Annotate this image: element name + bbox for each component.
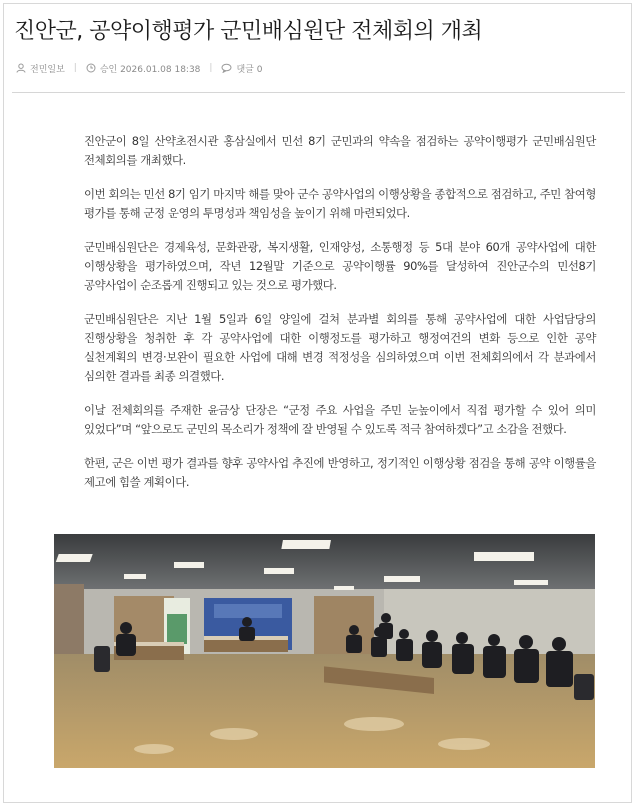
user-icon [16, 63, 26, 73]
article-title: 진안군, 공약이행평가 군민배심원단 전체회의 개최 [14, 19, 483, 44]
article-paragraph: 이날 전체회의를 주재한 윤금상 단장은 “군정 주요 사업을 주민 눈높이에서 직접 평가할 수 있어 의미 있었다”며 “앞으로도 군민의 목소리가 정책에 잘 반영될 수 있도록 적극 참여하겠다”고 소감을 전했다. [84, 403, 596, 436]
article-paragraph: 진안군이 8일 산약초전시관 홍삼실에서 민선 8기 군민과의 약속을 점검하는 공약이행평가 군민배심원단 전체회의를 개최했다. [84, 134, 596, 167]
article-paragraph: 군민배심원단은 지난 1월 5일과 6일 양일에 걸쳐 분과별 회의를 통해 공약사업에 대한 사업담당의 진행상황을 청취한 후 각 공약사업에 대한 이행정도를 평가하고 행정여건의 변화 등으로 인한 공약 실천계획의 변경·보완이 필요한 사업에 대해 변경 적정성을 심의하였으며 이번 전체회의에서 각 분과에서 심의한 결과를 최종 의결했다. [84, 312, 596, 383]
approved-date: 승인 2026.01.08 18:38 [99, 64, 201, 75]
article-paragraph: 한편, 군은 이번 평가 결과를 향후 공약사업 추진에 반영하고, 정기적인 이행상황 점검을 통해 공약 이행률을 제고에 힘쓸 계획이다. [84, 456, 596, 489]
meta-separator: | [73, 63, 77, 73]
article-body [84, 132, 596, 507]
article-paragraph: 이번 회의는 민선 8기 임기 마지막 해를 맞아 군수 공약사업의 이행상황을 종합적으로 점검하고, 주민 참여형 평가를 통해 군정 운영의 투명성과 책임성을 높이기 위해 마련되었다. [84, 187, 596, 220]
author-name: 전민일보 [30, 64, 65, 75]
comments-info[interactable] [221, 62, 262, 75]
approved-info [86, 62, 201, 75]
meta-separator: | [209, 63, 213, 73]
header-divider [12, 92, 625, 93]
meeting-photo-illustration [54, 534, 595, 768]
comment-count: 댓글 0 [236, 64, 263, 75]
meeting-photo [54, 534, 595, 768]
comment-icon [221, 63, 232, 73]
article-meta [16, 61, 262, 75]
clock-icon [86, 63, 96, 73]
author-info[interactable] [16, 62, 65, 75]
article-paragraph: 군민배심원단은 경제육성, 문화관광, 복지생활, 인재양성, 소통행정 등 5대 분야 60개 공약사업에 대한 이행상황을 평가하였으며, 작년 12월말 기준으로 공약이행률 90%를 달성하여 진안군수의 민선8기 공약사업이 순조롭게 진행되고 있는 것으로 평가했다. [84, 240, 596, 292]
